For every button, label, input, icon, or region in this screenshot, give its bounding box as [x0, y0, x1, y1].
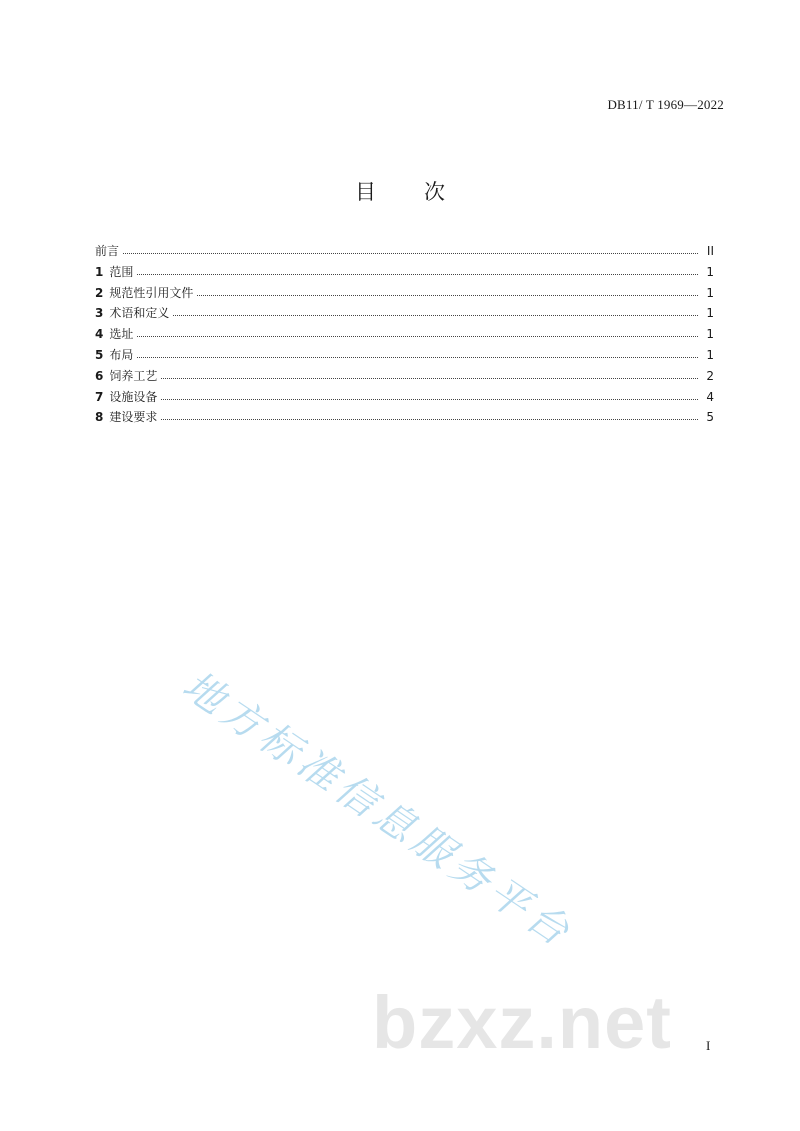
toc-item[interactable] — [95, 323, 714, 344]
toc-page: 1 — [706, 285, 714, 300]
toc-page: 1 — [706, 306, 714, 321]
title-char-2: 次 — [424, 180, 445, 204]
toc-item[interactable] — [95, 365, 714, 386]
toc-page: 4 — [706, 389, 714, 404]
toc-label: 建设要求 — [109, 410, 158, 425]
toc-label: 前言 — [95, 244, 120, 258]
toc-item[interactable] — [95, 240, 714, 261]
toc-number: 4 — [95, 327, 104, 342]
standard-code: DB11/ T 1969—2022 — [607, 97, 724, 112]
toc-label: 布局 — [109, 347, 134, 362]
toc-leader-dots — [161, 364, 698, 379]
toc-number: 7 — [95, 389, 104, 404]
page-number: I — [706, 1038, 711, 1053]
table-of-contents — [95, 240, 714, 427]
toc-leader-dots — [137, 322, 698, 337]
site-watermark: bzxz.net — [372, 981, 672, 1064]
toc-item[interactable] — [95, 386, 714, 407]
toc-label: 选址 — [109, 327, 134, 342]
title-char-1: 目 — [355, 180, 376, 204]
toc-page: 5 — [706, 410, 714, 425]
toc-leader-dots — [173, 301, 698, 316]
toc-item[interactable] — [95, 344, 714, 365]
toc-item[interactable] — [95, 282, 714, 303]
toc-number: 2 — [95, 285, 104, 300]
toc-item[interactable] — [95, 302, 714, 323]
toc-label: 范围 — [109, 264, 134, 279]
page-title — [0, 176, 800, 206]
toc-number: 6 — [95, 368, 104, 383]
toc-leader-dots — [161, 405, 698, 420]
toc-leader-dots — [161, 385, 698, 400]
toc-page: 1 — [706, 327, 714, 342]
toc-label: 设施设备 — [109, 389, 158, 404]
toc-label: 规范性引用文件 — [109, 285, 194, 300]
toc-label: 术语和定义 — [109, 306, 170, 321]
toc-number: 1 — [95, 264, 104, 279]
toc-label: 饲养工艺 — [109, 368, 158, 383]
toc-leader-dots — [137, 260, 698, 275]
toc-page: 1 — [706, 264, 714, 279]
toc-item[interactable] — [95, 261, 714, 282]
toc-page: 1 — [706, 347, 714, 362]
toc-number: 3 — [95, 306, 104, 321]
toc-number: 5 — [95, 347, 104, 362]
toc-leader-dots — [197, 281, 698, 296]
toc-item[interactable] — [95, 406, 714, 427]
toc-leader-dots — [123, 239, 698, 254]
toc-number: 8 — [95, 410, 104, 425]
toc-page: 2 — [706, 368, 714, 383]
toc-page: II — [706, 244, 714, 258]
toc-leader-dots — [137, 343, 698, 358]
watermark: 地方标准信息服务平台 — [174, 662, 582, 958]
